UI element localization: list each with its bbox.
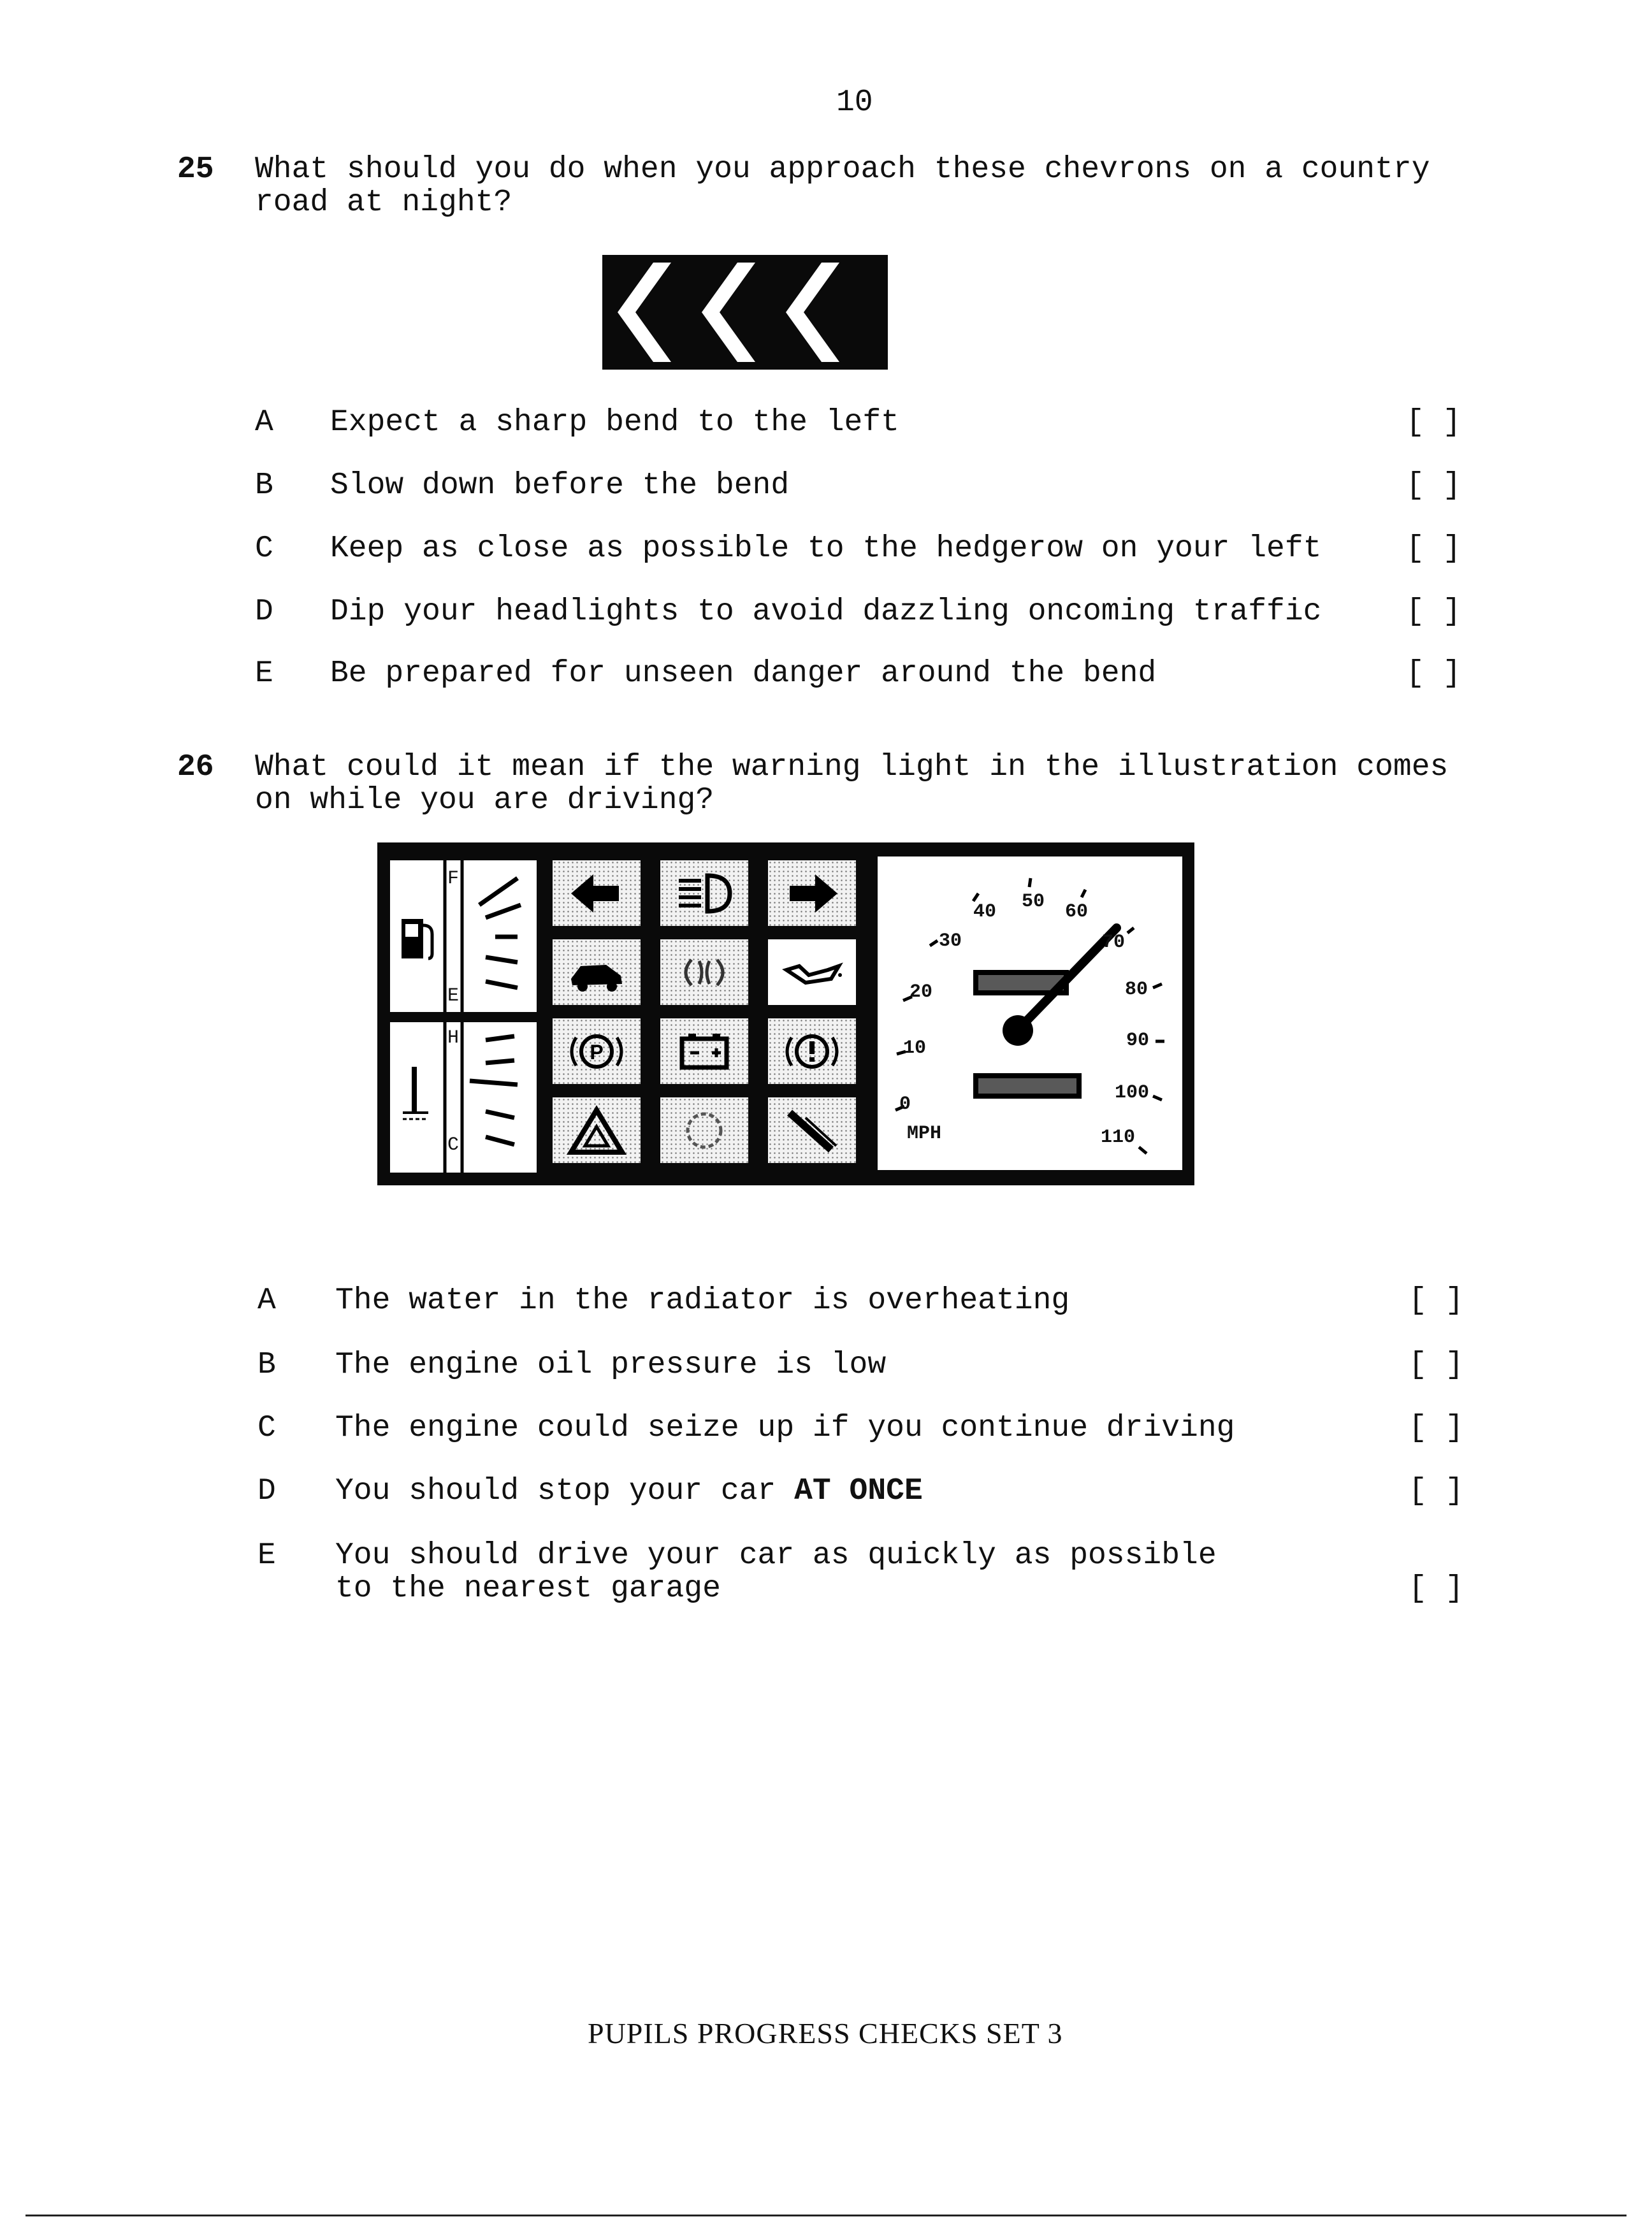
- answer-checkbox[interactable]: [ ]: [1406, 468, 1461, 503]
- option-text-emphasis: AT ONCE: [794, 1474, 923, 1508]
- answer-checkbox[interactable]: [ ]: [1409, 1572, 1464, 1606]
- answer-checkbox[interactable]: [ ]: [1409, 1411, 1464, 1445]
- question-text-line: What should you do when you approach these chevrons on a country: [255, 152, 1430, 187]
- answer-checkbox[interactable]: [ ]: [1406, 595, 1461, 629]
- option-text-line: You should drive your car as quickly as possible: [335, 1538, 1217, 1573]
- question-text: [255, 751, 1448, 817]
- question-text-line: on while you are driving?: [255, 783, 714, 818]
- fuel-gauge: [390, 860, 537, 1012]
- option-letter: A: [255, 405, 273, 440]
- option-letter: E: [257, 1538, 276, 1573]
- answer-option: [257, 1348, 1468, 1387]
- speed-tick-80: 80: [1125, 979, 1148, 1001]
- speed-tick-90: 90: [1126, 1030, 1150, 1052]
- answer-option: [257, 1284, 1468, 1322]
- answer-checkbox[interactable]: [ ]: [1406, 405, 1461, 440]
- answer-checkbox[interactable]: [ ]: [1409, 1474, 1464, 1508]
- answer-checkbox[interactable]: [ ]: [1406, 531, 1461, 566]
- answer-option: [257, 1475, 1468, 1513]
- speed-tick-10: 10: [903, 1037, 927, 1059]
- option-letter: C: [255, 531, 273, 566]
- question-text-line: road at night?: [255, 185, 512, 220]
- handbrake-icon: [553, 1018, 641, 1084]
- option-text: Slow down before the bend: [330, 468, 790, 503]
- option-text-line: to the nearest garage: [335, 1572, 721, 1606]
- hazard-triangle-icon: [553, 1097, 641, 1163]
- footer-title: PUPILS PROGRESS CHECKS SET 3: [588, 2017, 1063, 2049]
- option-letter: E: [255, 656, 273, 691]
- car-icon: [553, 939, 641, 1005]
- question-number: 26: [177, 750, 214, 784]
- option-text: Dip your headlights to avoid dazzling oncoming traffic: [330, 595, 1322, 629]
- brake-warning-icon: [768, 1018, 856, 1084]
- option-letter: B: [257, 1348, 276, 1382]
- oil-can-icon: [768, 939, 856, 1005]
- option-text: The engine could seize up if you continue driving: [335, 1411, 1235, 1445]
- speed-tick-100: 100: [1115, 1082, 1150, 1104]
- option-text: [335, 1539, 1217, 1605]
- speed-tick-40: 40: [973, 901, 997, 923]
- speed-tick-20: 20: [909, 981, 933, 1003]
- fuel-empty-label: E: [447, 985, 460, 1007]
- option-letter: D: [255, 595, 273, 629]
- bottom-divider: [25, 2215, 1627, 2216]
- answer-option: [255, 406, 1466, 444]
- chevron-sign-image: [602, 255, 888, 370]
- answer-checkbox[interactable]: [ ]: [1409, 1348, 1464, 1382]
- answer-option: [255, 595, 1466, 633]
- speedometer: [878, 856, 1182, 1170]
- option-text: The engine oil pressure is low: [335, 1348, 887, 1382]
- option-letter: D: [257, 1474, 276, 1508]
- answer-option: [255, 532, 1466, 570]
- speed-tick-60: 60: [1065, 901, 1089, 923]
- option-letter: B: [255, 468, 273, 503]
- answer-checkbox[interactable]: [ ]: [1406, 656, 1461, 691]
- speed-tick-70: 70: [1102, 932, 1126, 953]
- option-text: The water in the radiator is overheating: [335, 1283, 1070, 1318]
- right-indicator-icon: [768, 860, 856, 926]
- option-text: Expect a sharp bend to the left: [330, 405, 899, 440]
- option-text-prefix: You should stop your car: [335, 1474, 795, 1508]
- side-lights-icon: [660, 939, 748, 1005]
- speed-tick-30: 30: [939, 930, 962, 952]
- glow-plug-icon: [660, 1097, 748, 1163]
- answer-checkbox[interactable]: [ ]: [1409, 1283, 1464, 1318]
- wiper-icon: [768, 1097, 856, 1163]
- question-number: 25: [177, 152, 214, 187]
- temperature-gauge: [390, 1022, 537, 1173]
- option-text: [335, 1475, 923, 1508]
- chevron-icon: [602, 255, 888, 370]
- page-number: 10: [836, 85, 873, 120]
- question-text-line: What could it mean if the warning light in the illustration comes: [255, 750, 1449, 784]
- dashboard-illustration: [377, 842, 1194, 1185]
- question-text: [255, 153, 1430, 219]
- answer-option: [257, 1539, 1468, 1609]
- option-text: Keep as close as possible to the hedgerow on your left: [330, 531, 1322, 566]
- answer-option: [255, 469, 1466, 507]
- svg-text:P: P: [590, 1040, 604, 1064]
- answer-option: [257, 1412, 1468, 1450]
- battery-icon: [660, 1018, 748, 1084]
- speed-unit-label: MPH: [907, 1123, 942, 1145]
- speed-tick-110: 110: [1101, 1127, 1136, 1148]
- temp-hot-label: H: [447, 1027, 460, 1049]
- option-text: Be prepared for unseen danger around the bend: [330, 656, 1157, 691]
- temp-cold-label: C: [447, 1134, 460, 1156]
- speed-tick-0: 0: [899, 1094, 911, 1115]
- option-letter: A: [257, 1283, 276, 1318]
- left-indicator-icon: [553, 860, 641, 926]
- main-beam-icon: [660, 860, 748, 926]
- speed-tick-50: 50: [1022, 891, 1045, 913]
- answer-option: [255, 657, 1466, 695]
- option-letter: C: [257, 1411, 276, 1445]
- fuel-full-label: F: [447, 868, 460, 890]
